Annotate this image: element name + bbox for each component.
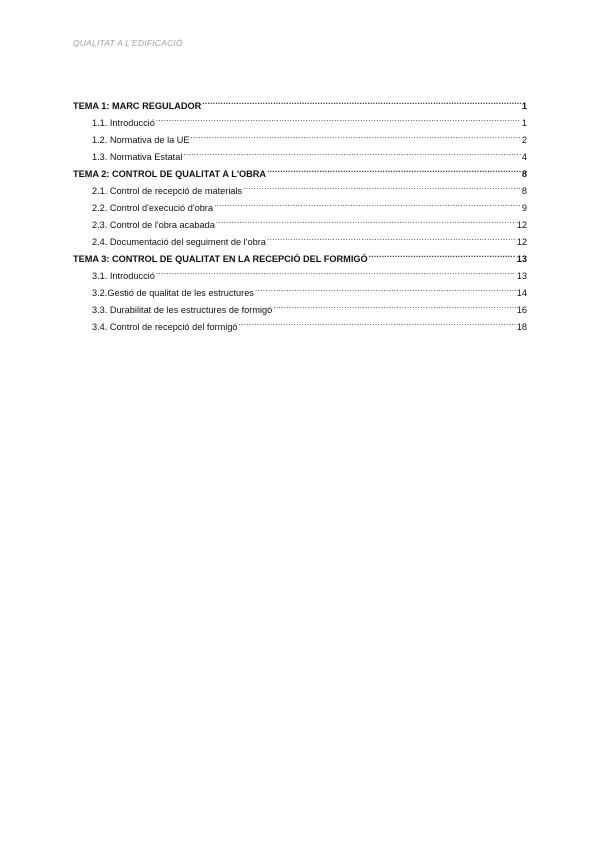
toc-entry-title: TEMA 3: CONTROL DE QUALITAT EN LA RECEPCIÓ DEL FORMIGÓ [73,254,368,264]
toc-dot-leader [156,262,516,279]
toc-entry-page: 8 [521,169,527,179]
toc-dot-leader [156,109,521,126]
toc-entry-title: 3.3. Durabilitat de les estructures de formigó [92,305,273,315]
toc-entry-title: 2.1. Control de recepció de materials [92,186,243,196]
toc-dot-leader [267,160,521,177]
toc-entry-page: 9 [521,203,527,213]
toc-dot-leader [216,211,516,228]
toc-entry-title: 3.1. Introducció [92,271,155,281]
toc-entry-page: 18 [516,322,527,332]
toc-dot-leader [214,194,521,211]
toc-entry-page: 12 [516,220,527,230]
toc-entry-title: TEMA 2: CONTROL DE QUALITAT A L'OBRA [73,169,267,179]
toc-entry-page: 12 [516,237,527,247]
toc-entry-page: 8 [521,186,527,196]
toc-entry-page: 13 [516,254,527,264]
toc-entry-title: 1.2. Normativa de la UE [92,135,190,145]
toc-entry-title: 3.2.Gestió de qualitat de les estructures [92,288,254,298]
running-header: QUALITAT A L'EDIFICACIÓ [73,38,183,48]
toc-entry-title: 1.1. Introducció [92,118,155,128]
toc-entry-title: TEMA 1: MARC REGULADOR [73,101,202,111]
toc-dot-leader [273,296,516,313]
toc-entry-page: 1 [521,118,527,128]
toc-entry-title: 2.2. Control d'execució d'obra [92,203,213,213]
toc-entry-title: 1.3. Normativa Estatal [92,152,183,162]
toc-dot-leader [239,313,516,330]
table-of-contents [73,92,527,330]
toc-entry-page: 2 [521,135,527,145]
toc-dot-leader [267,228,516,245]
toc-entry-title: 2.3. Control de l'obra acabada [92,220,215,230]
toc-entry-tema-1[interactable] [73,92,527,109]
toc-dot-leader [369,245,516,262]
toc-dot-leader [255,279,516,296]
toc-entry-title: 3.4. Control de recepció del formigó [92,322,238,332]
toc-entry-page: 16 [516,305,527,315]
toc-dot-leader [202,92,521,109]
toc-entry-page: 1 [521,101,527,111]
toc-dot-leader [183,143,520,160]
toc-dot-leader [191,126,521,143]
toc-entry-page: 4 [521,152,527,162]
toc-dot-leader [243,177,521,194]
toc-entry-page: 13 [516,271,527,281]
toc-entry-page: 14 [516,288,527,298]
toc-entry-title: 2.4. Documentació del seguiment de l'obra [92,237,266,247]
